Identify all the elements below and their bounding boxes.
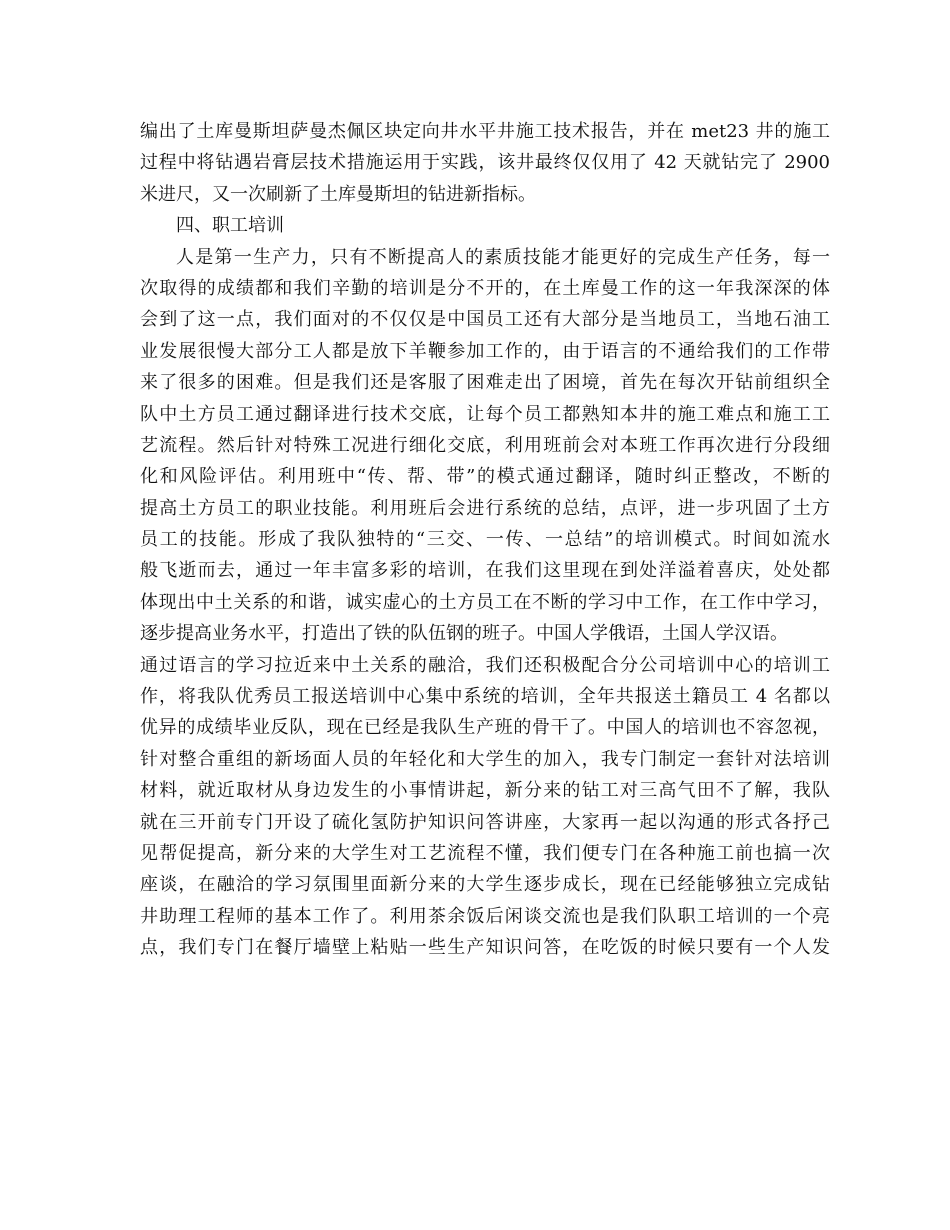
text-line: 员工的技能。形成了我队独特的“三交、一传、一总结”的培训模式。时间如流水: [140, 529, 830, 551]
text-line: 米进尺，又一次刷新了土库曼斯坦的钻进新指标。: [140, 183, 536, 205]
text-line: 队中土方员工通过翻译进行技术交底，让每个员工都熟知本井的施工难点和施工工: [140, 403, 830, 425]
text-line: 座谈，在融洽的学习氛围里面新分来的大学生逐步成长，现在已经能够独立完成钻: [140, 874, 830, 896]
text-line: 艺流程。然后针对特殊工况进行细化交底，利用班前会对本班工作再次进行分段细: [140, 434, 830, 456]
text-line: 化和风险评估。利用班中“传、帮、带”的模式通过翻译，随时纠正整改，不断的: [140, 466, 830, 488]
text-line: 来了很多的困难。但是我们还是客服了困难走出了困境，首先在每次开钻前组织全: [140, 372, 830, 394]
text-line: 体现出中土关系的和谐，诚实虚心的土方员工在不断的学习中工作，在工作中学习，: [140, 591, 830, 613]
text-line: 优异的成绩毕业反队，现在已经是我队生产班的骨干了。中国人的培训也不容忽视，: [140, 717, 830, 739]
text-line: 作，将我队优秀员工报送培训中心集中系统的培训，全年共报送土籍员工 4 名都以: [140, 686, 830, 708]
text-line: 针对整合重组的新场面人员的年轻化和大学生的加入，我专门制定一套针对法培训: [140, 748, 830, 770]
text-line: 人是第一生产力，只有不断提高人的素质技能才能更好的完成生产任务，每一: [176, 246, 830, 268]
text-line: 会到了这一点，我们面对的不仅仅是中国员工还有大部分是当地员工，当地石油工: [140, 309, 830, 331]
text-line: 次取得的成绩都和我们辛勤的培训是分不开的，在土库曼工作的这一年我深深的体: [140, 277, 830, 299]
text-line: 见帮促提高，新分来的大学生对工艺流程不懂，我们便专门在各种施工前也搞一次: [140, 842, 830, 864]
text-line: 材料，就近取材从身边发生的小事情讲起，新分来的钻工对三高气田不了解，我队: [140, 780, 830, 802]
text-line: 业发展很慢大部分工人都是放下羊鞭参加工作的，由于语言的不通给我们的工作带: [140, 340, 830, 362]
text-line: 逐步提高业务水平，打造出了铁的队伍钢的班子。中国人学俄语，土国人学汉语。: [140, 623, 788, 645]
section-heading: 四、职工培训: [176, 215, 284, 237]
text-line: 过程中将钻遇岩膏层技术措施运用于实践，该井最终仅仅用了 42 天就钻完了 2900: [140, 152, 830, 174]
text-line: 就在三开前专门开设了硫化氢防护知识问答讲座，大家再一起以沟通的形式各抒己: [140, 811, 830, 833]
text-line: 点，我们专门在餐厅墙壁上粘贴一些生产知识问答，在吃饭的时候只要有一个人发: [140, 937, 830, 959]
text-line: 提高土方员工的职业技能。利用班后会进行系统的总结，点评，进一步巩固了土方: [140, 497, 830, 519]
text-line: 般飞逝而去，通过一年丰富多彩的培训，在我们这里现在到处洋溢着喜庆，处处都: [140, 560, 830, 582]
text-line: 通过语言的学习拉近来中土关系的融洽，我们还积极配合分公司培训中心的培训工: [140, 654, 830, 676]
text-line: 编出了土库曼斯坦萨曼杰佩区块定向井水平井施工技术报告，并在 met23 井的施工: [140, 121, 830, 142]
text-line: 井助理工程师的基本工作了。利用茶余饭后闲谈交流也是我们队职工培训的一个亮: [140, 905, 830, 927]
document-body: [140, 116, 830, 964]
